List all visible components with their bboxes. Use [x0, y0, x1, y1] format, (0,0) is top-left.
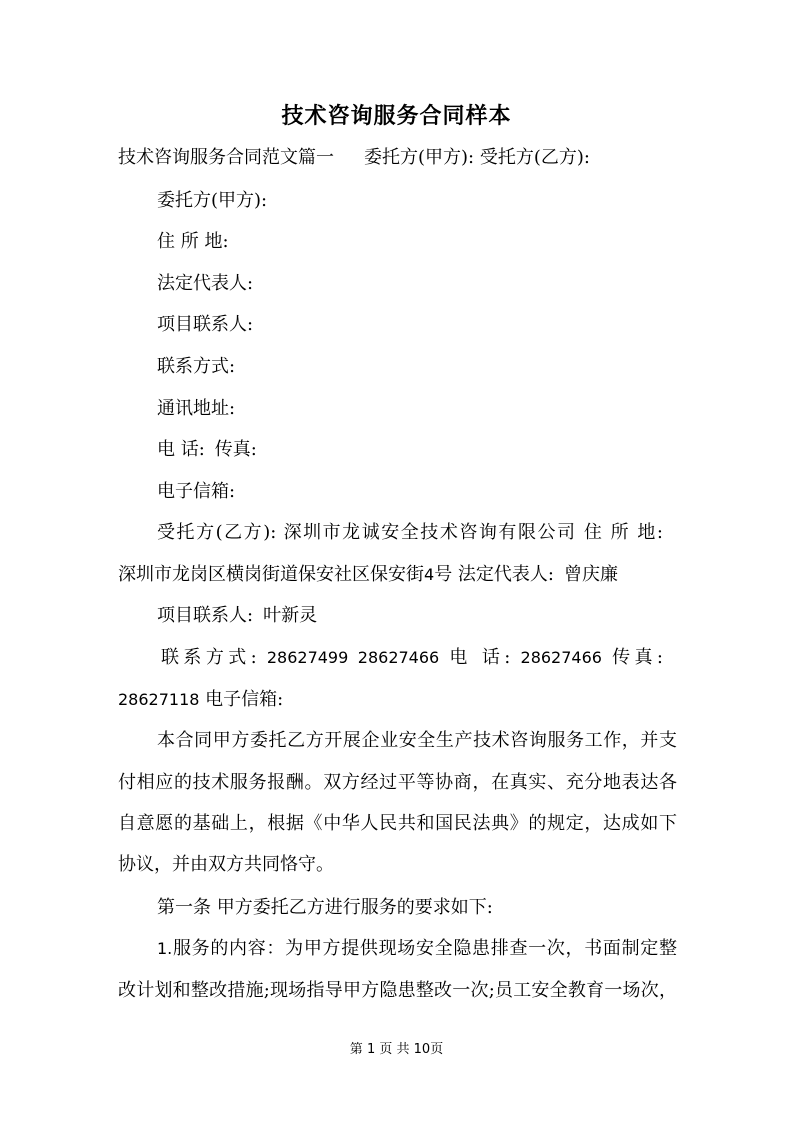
item-1-line-2: 改计划和整改措施;现场指导甲方隐患整改一次;员工安全教育一场次，: [118, 980, 677, 1001]
party-b-address-unit: 号: [434, 564, 453, 585]
party-b-address-number: 4: [424, 565, 435, 584]
party-a-mailing-address: 通讯地址:: [157, 398, 236, 419]
party-b-project-contact: 叶新灵: [263, 605, 318, 626]
item-1-line-1: [157, 937, 677, 961]
article-1-heading: 第一条 甲方委托乙方进行服务的要求如下:: [157, 897, 493, 918]
document-title: 技术咨询服务合同样本: [281, 103, 512, 129]
party-b-address-label: 住 所 地:: [583, 522, 663, 543]
party-a-phone-line: [157, 438, 727, 462]
party-b-fax-label: 传真:: [612, 647, 663, 668]
party-b-contact-method-label: 联系方式:: [161, 647, 257, 668]
subtitle-line: [118, 146, 688, 170]
page-footer: [0, 1041, 793, 1059]
party-a-phone: 电 话:: [157, 439, 205, 460]
party-a-fax: 传真:: [214, 439, 257, 460]
party-a-project-contact: 项目联系人:: [157, 314, 254, 335]
party-a-email: 电子信箱:: [157, 481, 236, 502]
body-paragraph-1-line-4: 协议，并由双方共同恪守。: [118, 854, 334, 875]
body-paragraph-1-line-2: 付相应的技术服务报酬。双方经过平等协商，在真实、充分地表达各: [118, 772, 677, 793]
subtitle-contract-version: 技术咨询服务合同范文篇一: [118, 147, 334, 168]
party-b-project-contact-line: [157, 604, 727, 628]
footer-suffix: 页: [430, 1042, 444, 1057]
party-b-legal-rep-label: 法定代表人:: [457, 564, 554, 585]
party-a-header: 委托方(甲方):: [157, 190, 268, 211]
party-b-header-line: [157, 521, 663, 545]
body-paragraph-1-line-3: 自意愿的基础上，根据《中华人民共和国民法典》的规定，达成如下: [118, 813, 677, 834]
party-a-legal-rep: 法定代表人:: [157, 273, 254, 294]
party-b-contact-line: [161, 646, 663, 670]
party-b-fax-line: [118, 688, 688, 712]
body-paragraph-1-line-1: 本合同甲方委托乙方开展企业安全生产技术咨询服务工作，并支: [157, 730, 677, 751]
party-b-address-line: [118, 563, 688, 587]
footer-page-number: 1: [366, 1042, 376, 1057]
party-b-phone: 28627466: [520, 648, 602, 667]
party-a-contact-method: 联系方式:: [157, 356, 236, 377]
footer-prefix: 第: [349, 1042, 363, 1057]
footer-middle: 页 共: [379, 1042, 410, 1057]
party-b-company: 深圳市龙诚安全技术咨询有限公司: [283, 522, 577, 543]
party-b-contact-numbers: 28627499 28627466: [266, 648, 440, 667]
party-b-header: 受托方(乙方):: [157, 522, 277, 543]
party-b-project-contact-label: 项目联系人:: [157, 605, 254, 626]
party-b-fax: 28627118: [118, 690, 200, 709]
subtitle-parties: 委托方(甲方): 受托方(乙方):: [364, 147, 590, 168]
party-b-email-label: 电子信箱:: [205, 689, 284, 710]
item-1-number: 1.: [157, 939, 173, 958]
item-1-text-line-1: [157, 938, 677, 959]
party-b-address: 深圳市龙岗区横岗街道保安社区保安街: [118, 564, 424, 585]
party-b-legal-rep: 曾庆廉: [564, 564, 618, 585]
footer-total-pages: 10: [413, 1042, 431, 1057]
party-a-address: 住 所 地:: [157, 231, 229, 252]
party-b-phone-label: 电 话:: [449, 647, 511, 668]
item-1-text-1: 服务的内容：为甲方提供现场安全隐患排查一次，书面制定整: [172, 938, 677, 959]
